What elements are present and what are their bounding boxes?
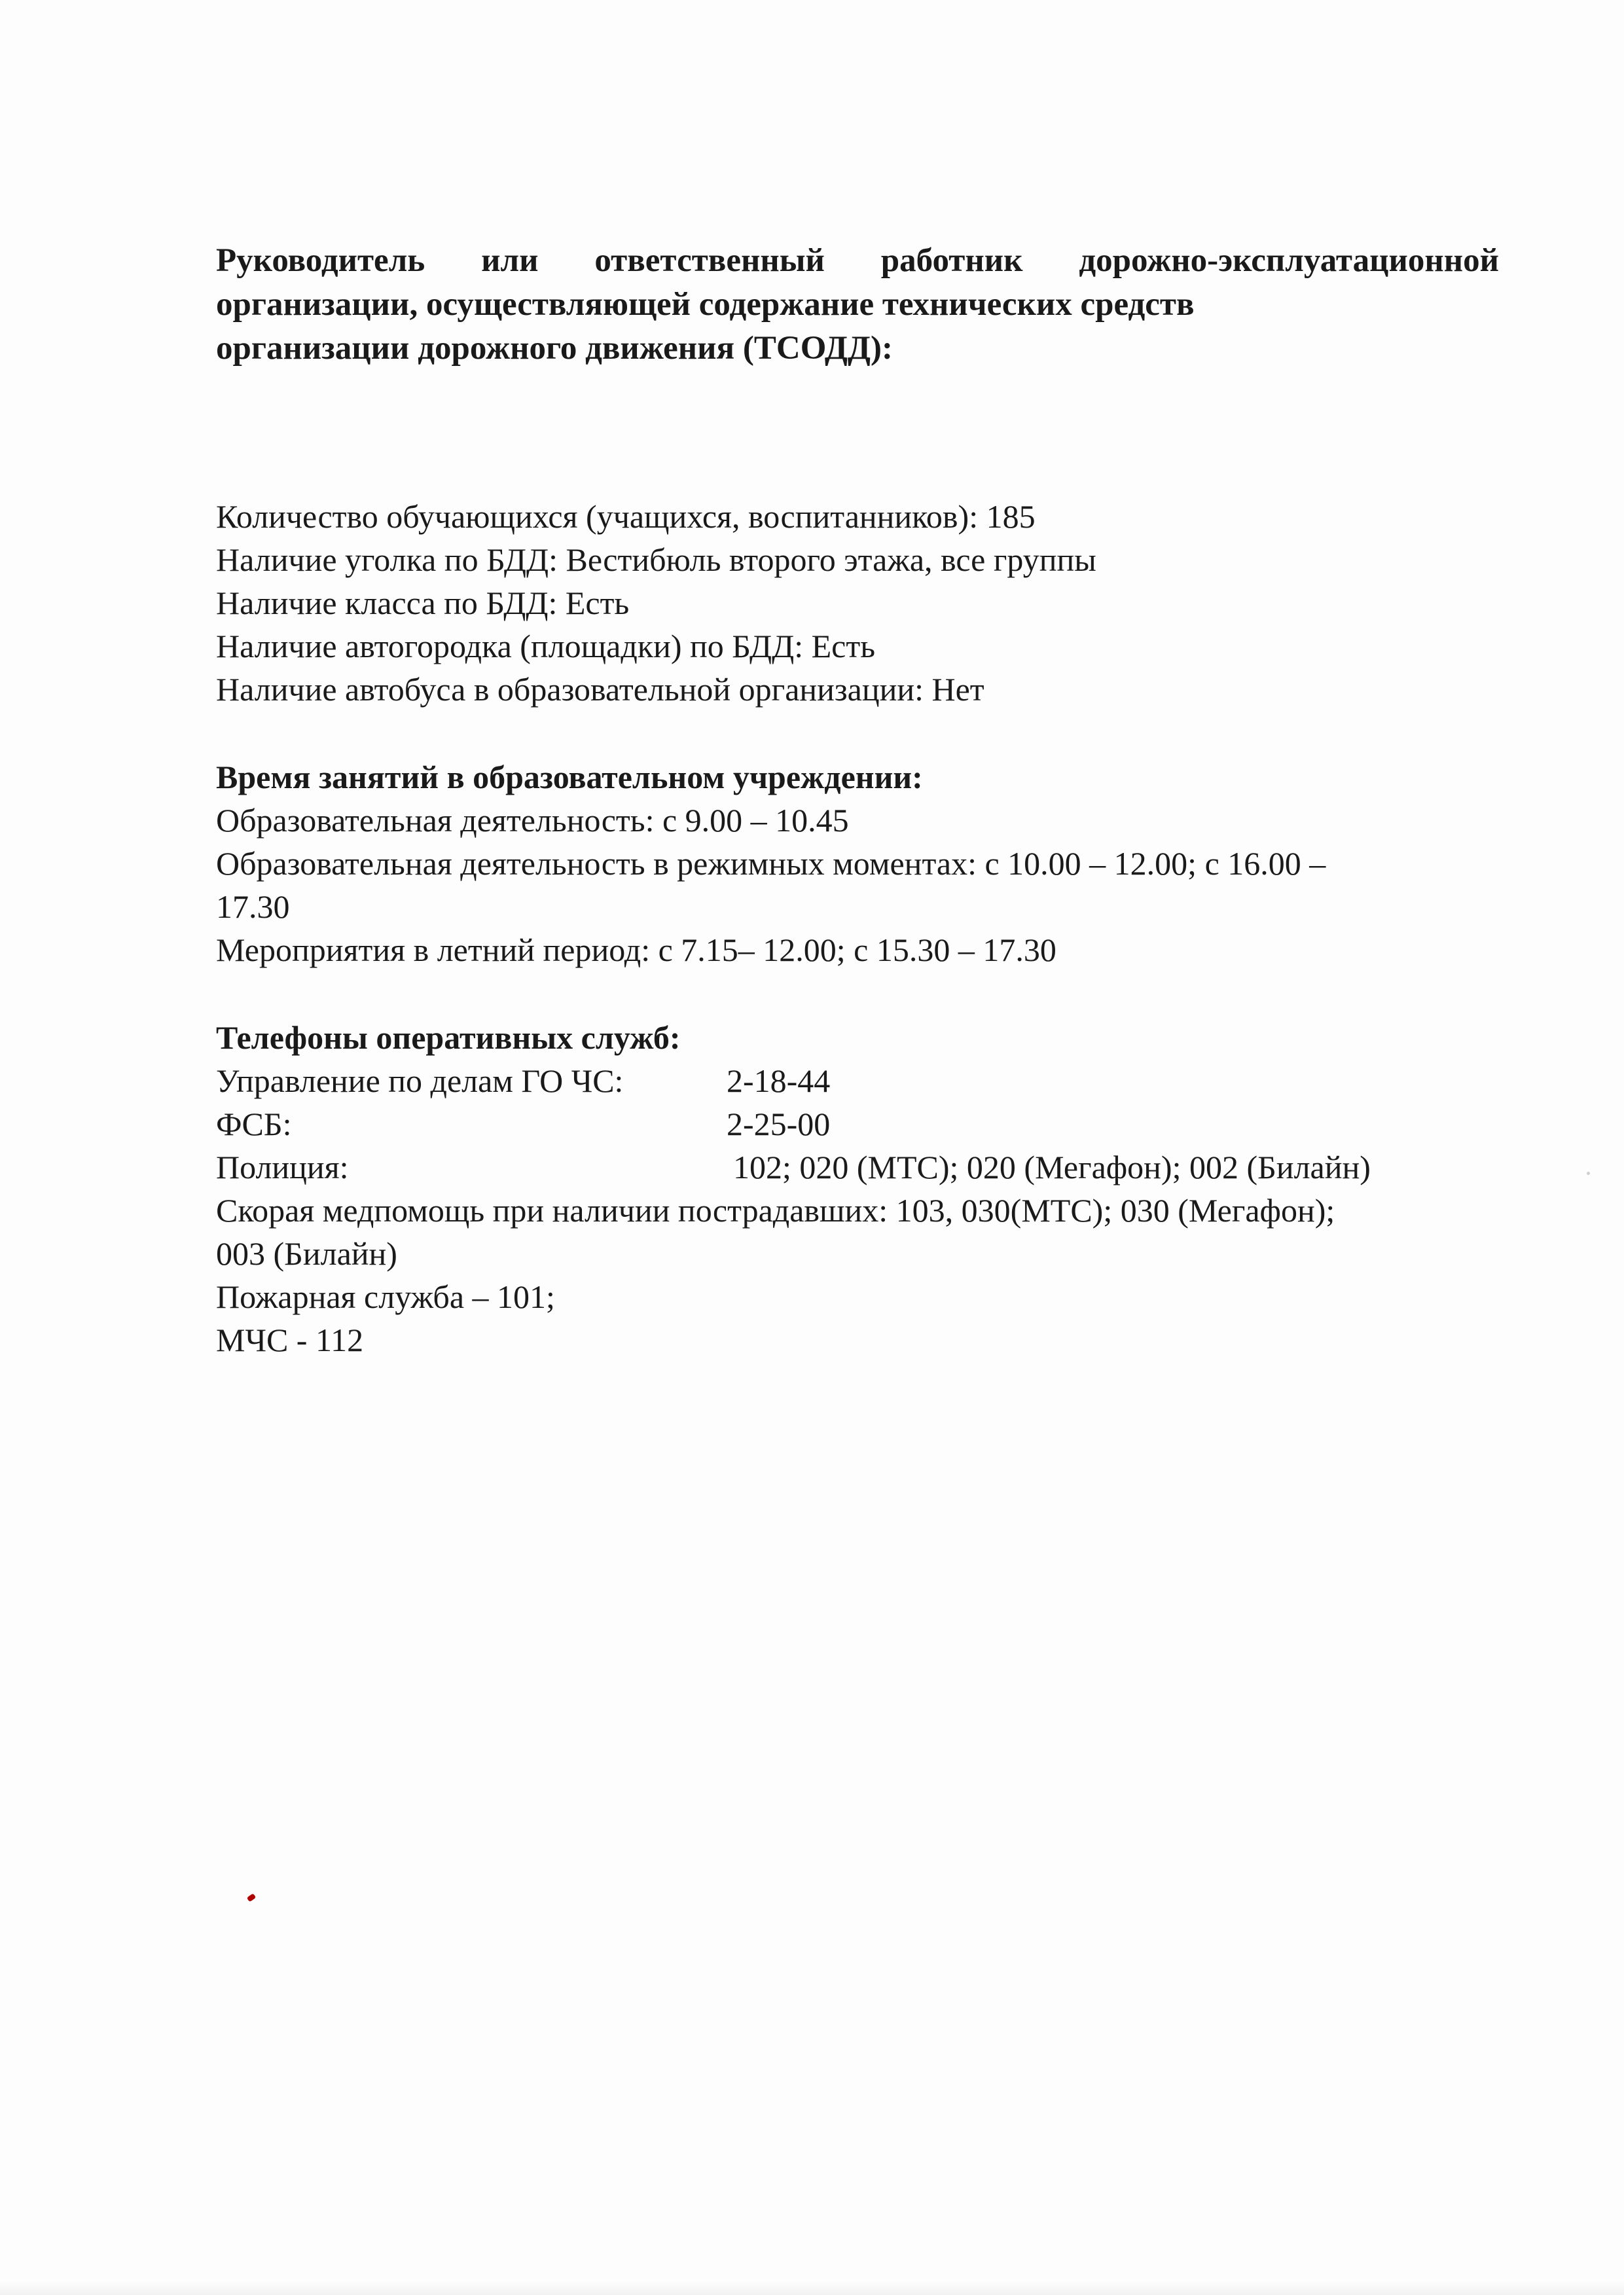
document-body	[216, 239, 1499, 1362]
ambulance-line: Скорая медпомощь при наличии пострадавших: 103, 030(МТС); 030 (Мегафон);	[216, 1192, 1335, 1229]
schedule-section	[216, 755, 1499, 971]
students-count-line: Количество обучающихся (учащихся, воспитанников): 185	[216, 498, 1036, 535]
bus-line: Наличие автобуса в образовательной организации: Нет	[216, 671, 984, 708]
phone-label: Управление по делам ГО ЧС:	[216, 1062, 624, 1099]
bdd-corner-line: Наличие уголка по БДД: Вестибюль второго этажа, все группы	[216, 541, 1096, 578]
scan-bottom-edge	[0, 2279, 1624, 2295]
phone-value: 2-18-44	[727, 1062, 831, 1099]
ambulance-line-cont: 003 (Билайн)	[216, 1235, 397, 1272]
schedule-line: Образовательная деятельность в режимных моментах: с 10.00 – 12.00; с 16.00 –	[216, 845, 1326, 882]
phones-title: Телефоны оперативных служб:	[216, 1019, 681, 1056]
scan-speck	[1587, 1172, 1590, 1175]
schedule-line: 17.30	[216, 888, 290, 925]
schedule-line: Мероприятия в летний период: с 7.15– 12.00; с 15.30 – 17.30	[216, 931, 1056, 968]
heading-line-3: организации дорожного движения (ТСОДД):	[216, 330, 893, 367]
spacer	[216, 370, 1499, 495]
spacer	[216, 971, 1499, 1016]
info-list	[216, 495, 1499, 711]
phone-row-go-chs	[216, 1059, 1499, 1102]
emergency-ministry-line: МЧС - 112	[216, 1322, 364, 1358]
phone-row-fsb	[216, 1102, 1499, 1146]
autotown-line: Наличие автогородка (площадки) по БДД: Есть	[216, 628, 876, 664]
phone-value: 2-25-00	[727, 1106, 831, 1142]
schedule-line: Образовательная деятельность: с 9.00 – 10.45	[216, 802, 849, 839]
heading-line-1: Руководитель или ответственный работник дорожно-эксплуатационной	[216, 242, 1499, 279]
phone-label: Полиция:	[216, 1149, 349, 1185]
heading-line-2: организации, осуществляющей содержание технических средств	[216, 286, 1195, 323]
phone-row-police	[216, 1146, 1499, 1189]
bdd-class-line: Наличие класса по БДД: Есть	[216, 585, 630, 621]
phone-label: ФСБ:	[216, 1106, 292, 1142]
red-pen-mark	[247, 1893, 256, 1902]
responsible-person-heading	[216, 239, 1499, 370]
fire-service-line: Пожарная служба – 101;	[216, 1278, 555, 1315]
schedule-title: Время занятий в образовательном учреждении:	[216, 759, 923, 795]
phone-value: 102; 020 (МТС); 020 (Мегафон); 002 (Билайн)	[733, 1149, 1371, 1185]
phones-section	[216, 1016, 1499, 1362]
spacer	[216, 711, 1499, 755]
